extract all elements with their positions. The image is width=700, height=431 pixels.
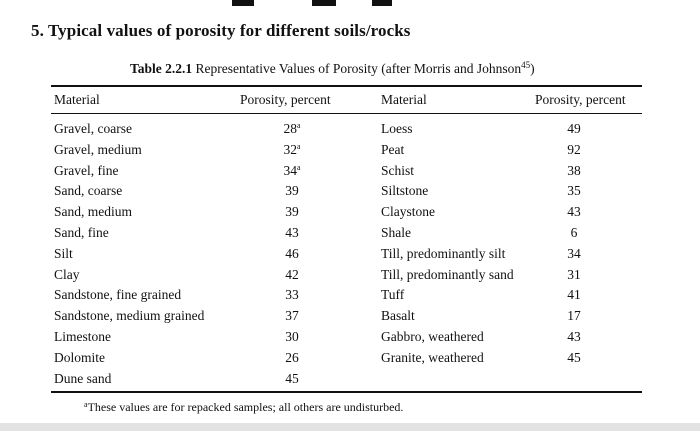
porosity-cell: 38 <box>567 162 581 178</box>
porosity-value: 37 <box>285 308 299 324</box>
porosity-cell <box>262 329 322 345</box>
porosity-value: 26 <box>285 349 299 365</box>
table-row <box>0 329 700 350</box>
table-row <box>0 204 700 225</box>
table-row <box>0 142 700 163</box>
column-header-material: Material <box>54 92 100 107</box>
table-caption <box>130 61 535 77</box>
porosity-cell <box>262 267 322 283</box>
porosity-value: 45 <box>285 370 299 386</box>
material-cell: Silt <box>54 245 73 261</box>
table-body <box>0 121 700 391</box>
porosity-value: 42 <box>285 266 299 282</box>
porosity-cell <box>262 371 322 387</box>
caption-reference: 45 <box>521 60 531 70</box>
column-header-porosity-2: Porosity, percent <box>535 92 626 107</box>
table-bottom-rule <box>51 391 642 393</box>
material-cell: Granite, weathered <box>381 349 484 365</box>
porosity-value: 46 <box>285 245 299 261</box>
material-cell: Sand, fine <box>54 224 109 240</box>
porosity-cell <box>262 287 322 303</box>
porosity-cell: 6 <box>570 224 578 240</box>
material-cell: Gravel, medium <box>54 141 142 157</box>
porosity-cell <box>262 121 322 137</box>
porosity-cell: 17 <box>567 308 581 324</box>
bottom-strip <box>0 423 700 431</box>
table-row <box>0 225 700 246</box>
material-cell: Sand, coarse <box>54 183 123 199</box>
porosity-cell <box>262 204 322 220</box>
porosity-cell: 43 <box>567 204 581 220</box>
repacked-sample-mark: a <box>296 121 301 130</box>
footnote-text: These values are for repacked samples; all others are undisturbed. <box>87 400 404 414</box>
material-cell: Gravel, coarse <box>54 121 132 136</box>
column-header-material-2: Material <box>381 92 427 107</box>
porosity-cell <box>262 225 322 241</box>
table-row <box>0 246 700 267</box>
porosity-value: 39 <box>285 204 299 220</box>
table-row <box>0 287 700 308</box>
porosity-cell: 35 <box>567 183 581 199</box>
material-cell: Sand, medium <box>54 204 132 220</box>
material-cell: Gravel, fine <box>54 162 119 178</box>
material-cell: Tuff <box>381 287 405 303</box>
table-row <box>0 183 700 204</box>
porosity-cell: 41 <box>567 287 581 303</box>
material-cell: Clay <box>54 266 80 282</box>
table-row <box>0 267 700 288</box>
table-row <box>0 121 700 142</box>
table-caption-text: Representative Values of Porosity (after Morris and Johnson <box>195 61 522 76</box>
porosity-value: 34 <box>283 162 297 178</box>
material-cell: Sandstone, fine grained <box>54 287 182 303</box>
porosity-value: 30 <box>285 328 299 344</box>
material-cell: Sandstone, medium grained <box>54 308 205 324</box>
table-number: Table 2.2.1 <box>130 61 193 76</box>
material-cell: Dolomite <box>54 349 105 365</box>
porosity-cell: 49 <box>567 121 581 136</box>
material-cell: Limestone <box>54 328 111 344</box>
porosity-value: 43 <box>285 224 299 240</box>
material-cell: Shale <box>381 224 411 240</box>
porosity-value: 28 <box>283 121 297 136</box>
table-row <box>0 371 700 392</box>
table-top-rule <box>51 85 642 87</box>
material-cell: Loess <box>381 121 413 136</box>
porosity-cell: 45 <box>567 349 581 365</box>
porosity-cell: 92 <box>567 141 581 157</box>
material-cell: Peat <box>381 141 405 157</box>
porosity-cell <box>262 142 322 158</box>
porosity-value: 39 <box>285 183 299 199</box>
porosity-cell <box>262 246 322 262</box>
repacked-sample-mark: a <box>296 162 301 172</box>
porosity-value: 32 <box>283 141 297 157</box>
caption-close: ) <box>530 61 535 76</box>
material-cell: Claystone <box>381 204 435 220</box>
table-header-rule <box>51 113 642 114</box>
porosity-cell: 34 <box>567 245 581 261</box>
material-cell: Dune sand <box>54 370 112 386</box>
table-row <box>0 350 700 371</box>
porosity-cell: 31 <box>567 266 581 282</box>
porosity-cell <box>262 163 322 179</box>
column-header-porosity: Porosity, percent <box>240 92 331 107</box>
material-cell: Till, predominantly sand <box>381 266 514 282</box>
material-cell: Schist <box>381 162 415 178</box>
porosity-cell <box>262 350 322 366</box>
footnote-mark: a <box>84 400 88 409</box>
porosity-cell <box>262 308 322 324</box>
material-cell: Till, predominantly silt <box>381 245 506 261</box>
page-heading: 5. Typical values of porosity for different soils/rocks <box>31 21 411 40</box>
material-cell: Siltstone <box>381 183 429 199</box>
porosity-value: 33 <box>285 287 299 303</box>
material-cell: Gabbro, weathered <box>381 328 484 344</box>
table-row <box>0 163 700 184</box>
material-cell: Basalt <box>381 308 415 324</box>
porosity-cell: 43 <box>567 328 581 344</box>
repacked-sample-mark: a <box>296 141 301 151</box>
porosity-cell <box>262 183 322 199</box>
table-row <box>0 308 700 329</box>
table-footnote <box>84 400 403 415</box>
cropped-text-fragment <box>0 0 700 8</box>
